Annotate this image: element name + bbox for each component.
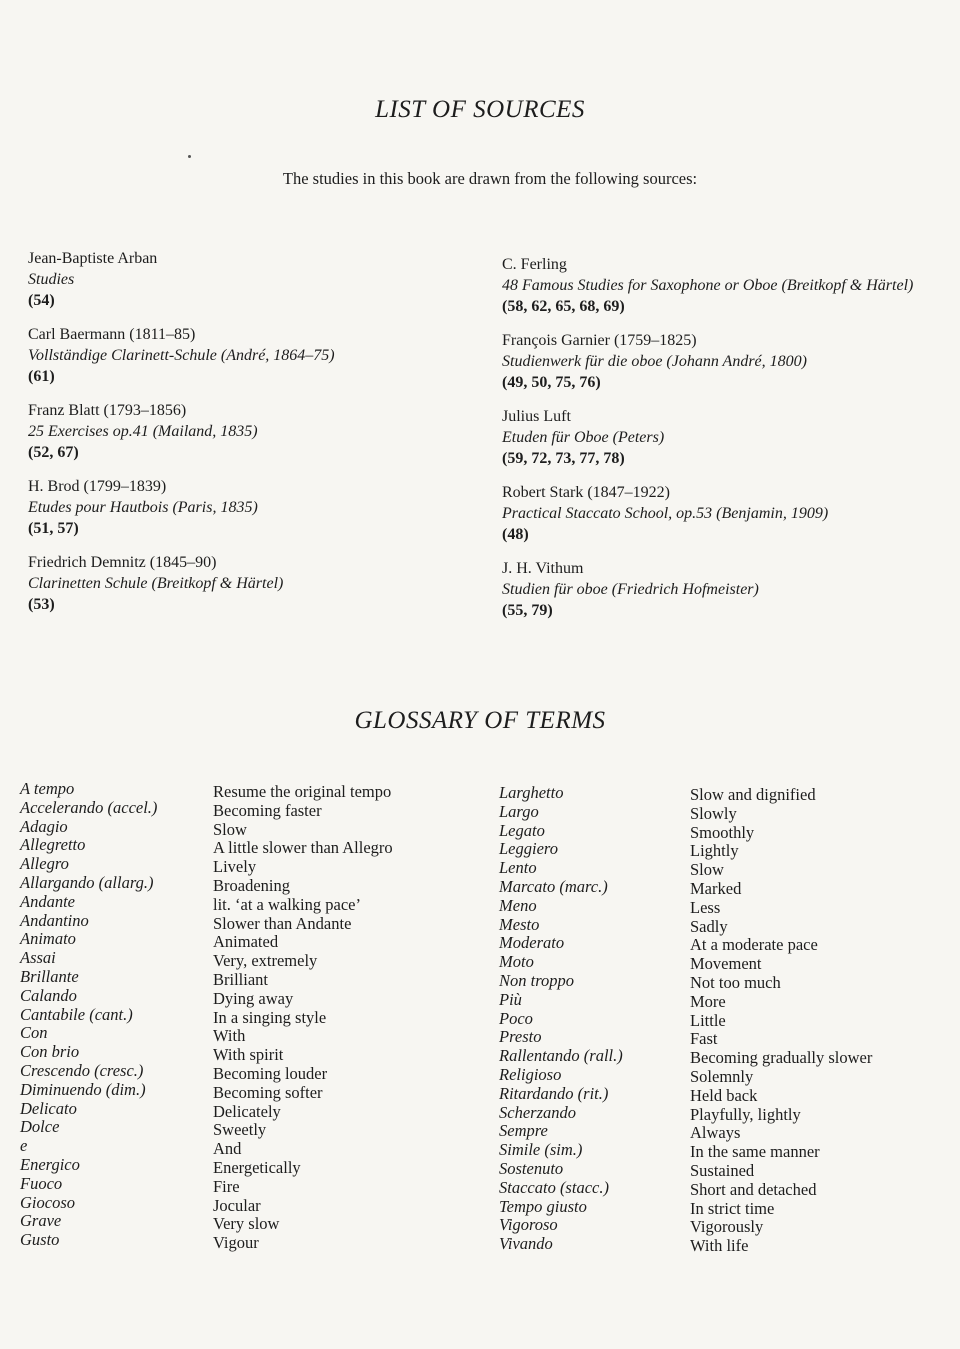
source-title: Etudes pour Hautbois (Paris, 1835) (28, 499, 258, 516)
glossary-term: Lento (499, 858, 537, 878)
glossary-term: Giocoso (20, 1192, 75, 1212)
glossary-definition: Broadening (213, 875, 290, 895)
glossary-definition: Sweetly (213, 1120, 267, 1140)
glossary-definition: Dying away (213, 988, 294, 1008)
glossary-definition: In strict time (690, 1198, 775, 1218)
glossary-term: Dolce (20, 1117, 60, 1137)
glossary-definition: Vigorously (690, 1217, 764, 1237)
glossary-definition: Marked (690, 878, 742, 898)
glossary-definition: Very slow (213, 1214, 280, 1234)
glossary-definition: Becoming gradually slower (690, 1048, 873, 1068)
glossary-term: Gusto (20, 1230, 60, 1250)
glossary-definition: Jocular (213, 1195, 261, 1215)
glossary-definition: With spirit (213, 1045, 284, 1065)
glossary-definition: A little slower than Allegro (213, 838, 393, 858)
source-author: Franz Blatt (1793–1856) (28, 402, 187, 419)
glossary-term: Sempre (499, 1121, 548, 1141)
glossary-term: e (20, 1136, 28, 1156)
glossary-term: Moderato (499, 933, 565, 953)
glossary-definition: With life (690, 1236, 749, 1256)
glossary-term: Delicato (20, 1098, 77, 1118)
source-title: Clarinetten Schule (Breitkopf & Härtel) (28, 575, 284, 592)
glossary-definition: Animated (213, 932, 279, 952)
glossary-term: Allargando (allarg.) (20, 872, 154, 892)
glossary-term: Cantabile (cant.) (20, 1004, 133, 1024)
source-title: Vollständige Clarinett-Schule (André, 1864–75) (28, 347, 335, 364)
source-author: C. Ferling (502, 256, 567, 273)
sources-right-column (502, 254, 960, 634)
glossary-term: Tempo giusto (499, 1196, 587, 1216)
source-entry (502, 254, 960, 317)
source-title: 25 Exercises op.41 (Mailand, 1835) (28, 423, 258, 440)
glossary-definition: Resume the original tempo (213, 782, 392, 801)
glossary-definition: Sustained (690, 1160, 755, 1180)
glossary-term: Simile (sim.) (499, 1140, 583, 1160)
glossary-term: Largo (499, 801, 539, 821)
source-title: Practical Staccato School, op.53 (Benjamin, 1909) (502, 505, 829, 522)
source-author: H. Brod (1799–1839) (28, 478, 167, 495)
glossary-terms-left (20, 780, 157, 1250)
glossary-term: Larghetto (499, 783, 564, 802)
source-author: François Garnier (1759–1825) (502, 332, 697, 349)
source-entry (28, 400, 498, 463)
glossary-definition: Held back (690, 1085, 758, 1105)
source-pages: (58, 62, 65, 68, 69) (502, 298, 625, 315)
sources-heading: LIST OF SOURCES (375, 96, 585, 123)
source-title: Studienwerk für die oboe (Johann André, 1800) (502, 353, 807, 370)
glossary-definition: Lively (213, 857, 257, 877)
source-author: Jean-Baptiste Arban (28, 250, 158, 267)
glossary-definition: Energetically (213, 1157, 301, 1177)
source-pages: (49, 50, 75, 76) (502, 374, 601, 391)
glossary-definition: Becoming softer (213, 1082, 323, 1102)
source-pages: (51, 57) (28, 520, 79, 537)
glossary-definition: lit. ‘at a walking pace’ (213, 894, 361, 914)
glossary-definition: Sadly (690, 916, 728, 936)
source-title: 48 Famous Studies for Saxophone or Oboe (Breitkopf & Härtel) (502, 277, 914, 294)
glossary-definition: Vigour (213, 1233, 259, 1253)
glossary-term: Mesto (499, 914, 540, 934)
source-entry (28, 552, 498, 615)
source-entry (502, 482, 960, 545)
source-pages: (55, 79) (502, 602, 553, 619)
glossary-term: Vigoroso (499, 1215, 558, 1235)
glossary-term: Leggiero (499, 839, 558, 859)
glossary-definition: Solemnly (690, 1066, 754, 1086)
glossary-definition: Becoming louder (213, 1063, 328, 1083)
glossary-term: Rallentando (rall.) (499, 1046, 623, 1066)
glossary-term: Assai (20, 948, 56, 968)
glossary-term: Grave (20, 1211, 62, 1231)
glossary-definition: In the same manner (690, 1142, 820, 1162)
glossary-definition: And (213, 1139, 242, 1159)
glossary-term: Adagio (20, 816, 68, 836)
glossary-term: Andantino (20, 910, 89, 930)
glossary-term: Meno (499, 895, 537, 915)
glossary-term: Con (20, 1023, 48, 1043)
glossary-term: Scherzando (499, 1102, 576, 1122)
glossary-term: A tempo (20, 779, 75, 798)
source-entry (28, 324, 498, 387)
glossary-term: Religioso (499, 1064, 562, 1084)
glossary-term: Allegretto (20, 835, 86, 855)
source-entry (502, 406, 960, 469)
source-pages: (61) (28, 368, 55, 385)
source-pages: (52, 67) (28, 444, 79, 461)
source-title: Studien für oboe (Friedrich Hofmeister) (502, 581, 759, 598)
glossary-term: Moto (499, 952, 534, 972)
glossary-term: Calando (20, 985, 77, 1005)
glossary-definitions-left (213, 783, 393, 1253)
glossary-definition: Less (690, 897, 721, 917)
glossary-definition: Delicately (213, 1101, 281, 1121)
source-entry (28, 248, 498, 311)
glossary-definition: In a singing style (213, 1007, 327, 1027)
source-entry (502, 558, 960, 621)
glossary-definition: Fire (213, 1176, 240, 1196)
source-author: Robert Stark (1847–1922) (502, 484, 670, 501)
glossary-definition: At a moderate pace (690, 935, 818, 955)
glossary-definition: Always (690, 1123, 741, 1143)
source-author: Carl Baermann (1811–85) (28, 326, 196, 343)
source-author: J. H. Vithum (502, 560, 584, 577)
glossary-heading: GLOSSARY OF TERMS (354, 707, 606, 734)
glossary-definition: Becoming faster (213, 800, 322, 820)
glossary-definition: Slowly (690, 803, 737, 823)
glossary-definitions-right (690, 786, 872, 1256)
source-pages: (53) (28, 596, 55, 613)
glossary-term: Energico (20, 1154, 80, 1174)
glossary-definition: Lightly (690, 841, 739, 861)
source-entry (28, 476, 498, 539)
glossary-term: Fuoco (20, 1173, 63, 1193)
sources-intro: The studies in this book are drawn from the following sources: (282, 169, 698, 188)
sources-left-column (28, 248, 498, 628)
glossary-term: Sostenuto (499, 1158, 564, 1178)
glossary-term: Diminuendo (dim.) (20, 1079, 146, 1099)
glossary-definition: Slow (213, 819, 247, 839)
glossary-term: Allegro (20, 854, 69, 874)
glossary-definition: Movement (690, 954, 762, 974)
glossary-term: Brillante (20, 966, 79, 986)
glossary-definition: Slower than Andante (213, 913, 352, 933)
glossary-definition: More (690, 991, 726, 1011)
glossary-definition: Slow (690, 860, 724, 880)
glossary-term: Accelerando (accel.) (20, 797, 158, 817)
glossary-term: Animato (20, 929, 76, 949)
glossary-term: Crescendo (cresc.) (20, 1060, 144, 1080)
glossary-terms-right (499, 784, 623, 1254)
glossary-term: Più (499, 989, 522, 1009)
glossary-definition: Smoothly (690, 822, 755, 842)
glossary-definition: With (213, 1026, 246, 1046)
stray-mark (188, 155, 191, 158)
glossary-definition: Fast (690, 1029, 718, 1049)
glossary-definition: Slow and dignified (690, 785, 816, 804)
glossary-term: Andante (20, 891, 75, 911)
glossary-definition: Brilliant (213, 969, 268, 989)
source-entry (502, 330, 960, 393)
glossary-term: Poco (499, 1008, 533, 1028)
glossary-term: Marcato (marc.) (499, 876, 608, 896)
source-pages: (59, 72, 73, 77, 78) (502, 450, 625, 467)
glossary-definition: Playfully, lightly (690, 1104, 801, 1124)
source-pages: (54) (28, 292, 55, 309)
glossary-term: Vivando (499, 1234, 553, 1254)
glossary-term: Con brio (20, 1042, 80, 1062)
glossary-definition: Short and detached (690, 1179, 817, 1199)
source-title: Studies (28, 271, 75, 288)
glossary-term: Non troppo (499, 970, 575, 990)
glossary-term: Ritardando (rit.) (499, 1083, 609, 1103)
source-title: Etuden für Oboe (Peters) (502, 429, 665, 446)
source-author: Friedrich Demnitz (1845–90) (28, 554, 217, 571)
glossary-definition: Very, extremely (213, 951, 318, 971)
source-pages: (48) (502, 526, 529, 543)
glossary-term: Presto (499, 1027, 542, 1047)
glossary-definition: Little (690, 1010, 726, 1030)
glossary-term: Legato (499, 820, 545, 840)
source-author: Julius Luft (502, 408, 571, 425)
glossary-term: Staccato (stacc.) (499, 1177, 609, 1197)
glossary-definition: Not too much (690, 972, 781, 992)
